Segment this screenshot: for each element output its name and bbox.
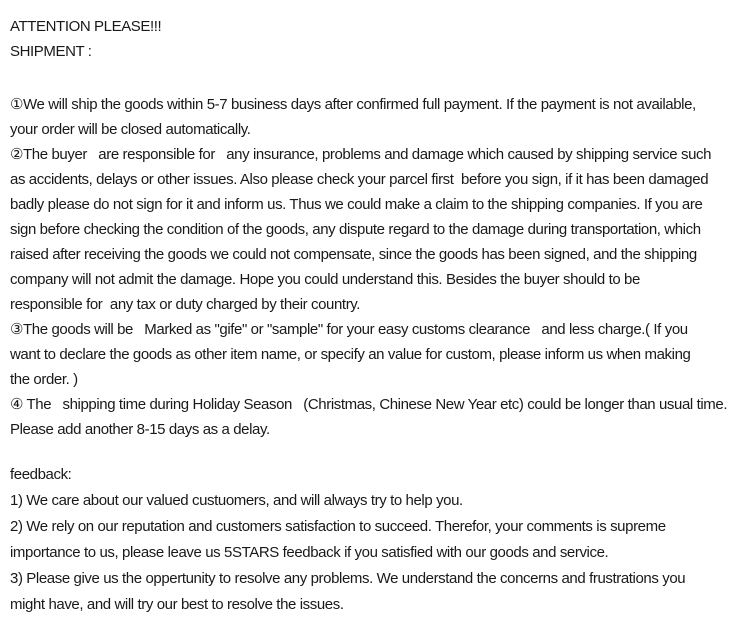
shipment-terms-paragraphs — [10, 92, 742, 442]
text-line: the order. ) — [10, 371, 78, 388]
text-line: your order will be closed automatically. — [10, 121, 251, 138]
text-line: want to declare the goods as other item name, or specify an value for custom, please inform us when making — [10, 346, 691, 363]
text-line: 1) We care about our valued custuomers, and will always try to help you. — [10, 492, 463, 509]
text-line: 3) Please give us the oppertunity to resolve any problems. We understand the concerns and frustrations you — [10, 570, 686, 587]
text-line: as accidents, delays or other issues. Also please check your parcel first before you sign, if it has been damaged — [10, 171, 709, 188]
text-line: badly please do not sign for it and inform us. Thus we could make a claim to the shipping companies. If you are — [10, 196, 703, 213]
text-line: company will not admit the damage. Hope you could understand this. Besides the buyer should to be — [10, 271, 640, 288]
text-line: responsible for any tax or duty charged by their country. — [10, 296, 361, 313]
feedback-section — [10, 462, 742, 618]
text-line: 2) We rely on our reputation and customers satisfaction to succeed. Therefor, your comments is supreme — [10, 518, 666, 535]
text-line: sign before checking the condition of the goods, any dispute regard to the damage during transportation, which — [10, 221, 701, 238]
feedback-paragraphs — [10, 488, 742, 618]
text-line: Please add another 8-15 days as a delay. — [10, 421, 270, 438]
text-line: ③The goods will be Marked as "gife" or "sample" for your easy customs clearance and less charge.( If you — [10, 321, 688, 338]
document-header — [10, 14, 742, 64]
text-line: ②The buyer are responsible for any insurance, problems and damage which caused by shipping service such — [10, 146, 712, 163]
feedback-title: feedback: — [10, 466, 72, 483]
text-line: might have, and will try our best to resolve the issues. — [10, 596, 344, 613]
text-line: importance to us, please leave us 5STARS feedback if you satisfied with our goods and service. — [10, 544, 609, 561]
text-line: ①We will ship the goods within 5-7 business days after confirmed full payment. If the payment is not available, — [10, 96, 696, 113]
shipment-subtitle: SHIPMENT : — [10, 43, 92, 60]
attention-title: ATTENTION PLEASE!!! — [10, 18, 162, 35]
text-line: raised after receiving the goods we could not compensate, since the goods has been signed, and the shipping — [10, 246, 697, 263]
text-line: ④ The shipping time during Holiday Season (Christmas, Chinese New Year etc) could be longer than usual time. — [10, 396, 728, 413]
